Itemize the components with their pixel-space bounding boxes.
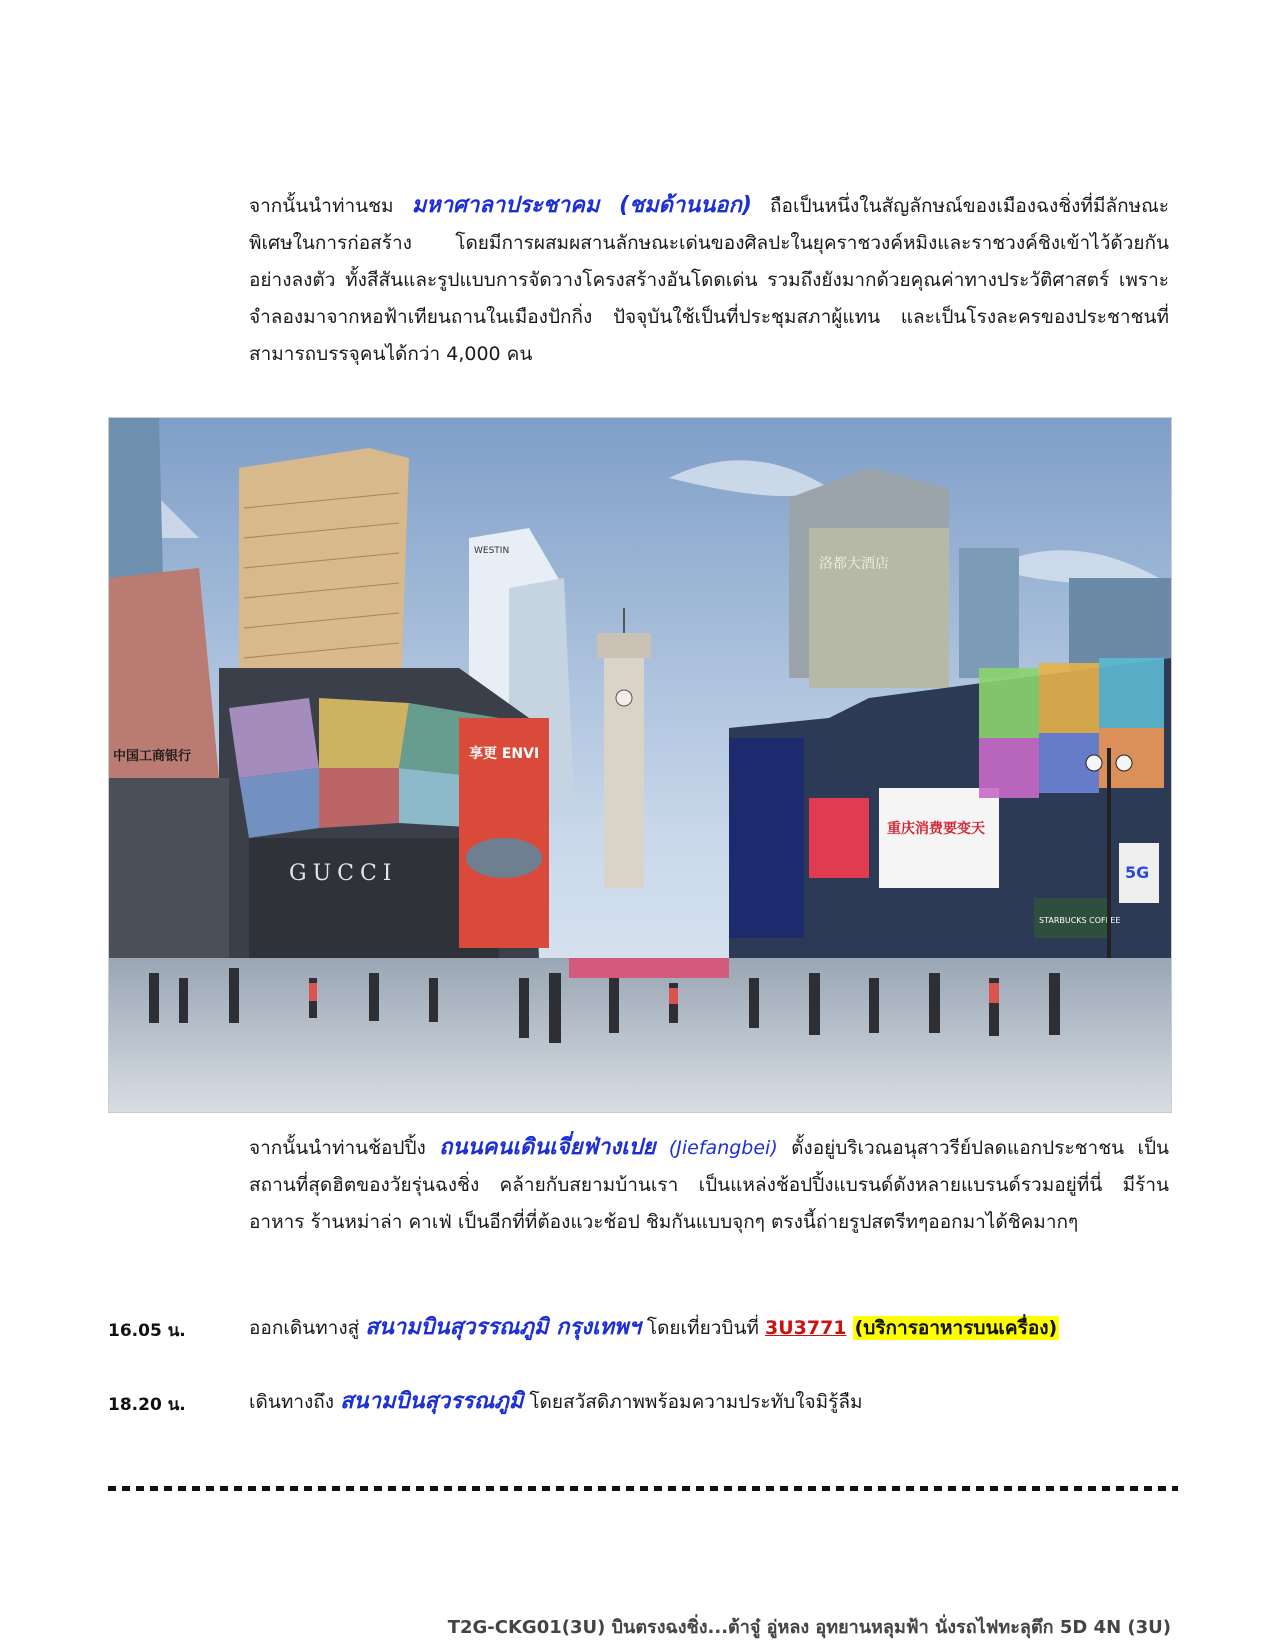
mall-glass-panel	[979, 738, 1039, 798]
paragraph-body: ตั้งอยู่บริเวณอนุสาวรีย์ปลดแอกประชาชน เป็นสถานที่สุดฮิตของวัยรุ่นฉงชิ่ง คล้ายกับสยามบ้านเรา เป็นแหล่งช้อปปิ้งแบรนด์ดังหลายแบรนด์รวมอยู่ที่นี่ มีร้านอาหาร ร้านหม่าล่า คาเฟ่ เป็นอีกที่ที่ต้องแวะช้อป ชิมกันแบบจุกๆ ตรงนี้ถ่ายรูปสตรีทๆออกมาได้ชิคมากๆ	[249, 1137, 1169, 1233]
westin-sign: WESTIN	[474, 546, 510, 556]
paragraph-intro: จากนั้นนำท่านช้อปปิ้ง	[249, 1137, 440, 1159]
paragraph-jiefangbei	[249, 1129, 1169, 1241]
place-highlight-suvarnabhumi: สนามบินสุวรรณภูมิ	[340, 1389, 524, 1414]
chongqing-hotel-tower	[809, 528, 949, 688]
schedule-time: 16.05 น.	[108, 1321, 186, 1341]
liberation-monument	[604, 648, 644, 888]
5g-sign: 5G	[1125, 863, 1150, 882]
flight-number: 3U3771	[765, 1317, 847, 1339]
schedule-intro: เดินทางถึง	[249, 1391, 341, 1413]
inflight-meal-note: (บริการอาหารบนเครื่อง)	[854, 1317, 1058, 1339]
street-lamp-globe	[1086, 755, 1102, 771]
street-scene-illustration	[109, 418, 1171, 1112]
jiefangbei-street-photo	[108, 417, 1172, 1113]
paragraph-people-assembly-hall	[249, 187, 1169, 373]
promo-billboard-text: 重庆消费要变天	[887, 821, 985, 837]
pedestrian-plaza	[109, 958, 1171, 1112]
tour-code-footer: T2G-CKG01(3U) บินตรงฉงชิ่ง...ต้าจู๋ อู่หลง อุทยานหลุมฟ้า นั่งรถไฟทะลุตึก 5D 4N (3U)	[447, 1617, 1171, 1638]
led-screen-left	[729, 738, 804, 938]
schedule-intro: ออกเดินทางสู่	[249, 1317, 366, 1339]
schedule-row	[108, 1383, 1170, 1423]
envi-billboard-text: 享更 ENVI	[469, 746, 540, 762]
dotted-divider	[108, 1486, 1178, 1491]
schedule-text	[249, 1309, 1059, 1347]
schedule-mid: โดยเที่ยวบินที่	[640, 1317, 765, 1339]
mall-glass-panel	[319, 698, 409, 768]
bank-sign: 中国工商银行	[113, 749, 192, 764]
starbucks-sign: STARBUCKS COFFEE	[1039, 916, 1121, 925]
place-highlight-jiefangbei-en: (Jiefangbei)	[655, 1137, 778, 1159]
schedule-time: 18.20 น.	[108, 1395, 186, 1415]
mall-glass-panel	[239, 768, 319, 838]
paragraph-intro: จากนั้นนำท่านชม	[249, 195, 412, 217]
flower-bed	[569, 958, 729, 978]
monument-clock	[616, 690, 632, 706]
schedule-row	[108, 1309, 1170, 1349]
bank-building	[109, 778, 229, 958]
billboard-car	[466, 838, 542, 878]
schedule-body: โดยสวัสดิภาพพร้อมความประทับใจมิรู้ลืม	[523, 1391, 863, 1413]
promo-billboard	[879, 788, 999, 888]
place-highlight-suvarnabhumi-bangkok: สนามบินสุวรรณภูมิ กรุงเทพฯ	[365, 1315, 641, 1340]
place-highlight-people-assembly-hall: มหาศาลาประชาคม (ชมด้านนอก)	[411, 193, 752, 218]
mall-glass-panel	[229, 698, 319, 778]
mall-glass-panel	[319, 768, 399, 828]
red-ad-panel	[809, 798, 869, 878]
gucci-sign: GUCCI	[289, 861, 398, 886]
blue-tower	[959, 548, 1019, 678]
mall-glass-panel	[1039, 663, 1099, 733]
monument-top	[597, 633, 651, 658]
paragraph-body: ถือเป็นหนึ่งในสัญลักษณ์ของเมืองฉงชิ่งที่มีลักษณะพิเศษในการก่อสร้าง โดยมีการผสมผสานลักษณะเด่นของศิลปะในยุคราชวงค์หมิงและราชวงค์ชิงเข้าไว้ด้วยกันอย่างลงตัว ทั้งสีสันและรูปแบบการจัดวางโครงสร้างอันโดดเด่น รวมถึงยังมากด้วยคุณค่าทางประวัติศาสตร์ เพราะจำลองมาจากหอฟ้าเทียนถานในเมืองปักกิ่ง ปัจจุบันใช้เป็นที่ประชุมสภาผู้แทน และเป็นโรงละครของประชาชนที่สามารถบรรจุคนได้กว่า 4,000 คน	[249, 195, 1169, 365]
mall-glass-panel	[979, 668, 1039, 738]
place-highlight-jiefangbei: ถนนคนเดินเจี่ยฟ่างเปย	[439, 1135, 656, 1160]
mall-glass-panel	[1099, 658, 1164, 728]
hotel-sign: 洛都大酒店	[819, 556, 889, 572]
schedule-text	[249, 1383, 863, 1421]
street-lamp-globe	[1116, 755, 1132, 771]
